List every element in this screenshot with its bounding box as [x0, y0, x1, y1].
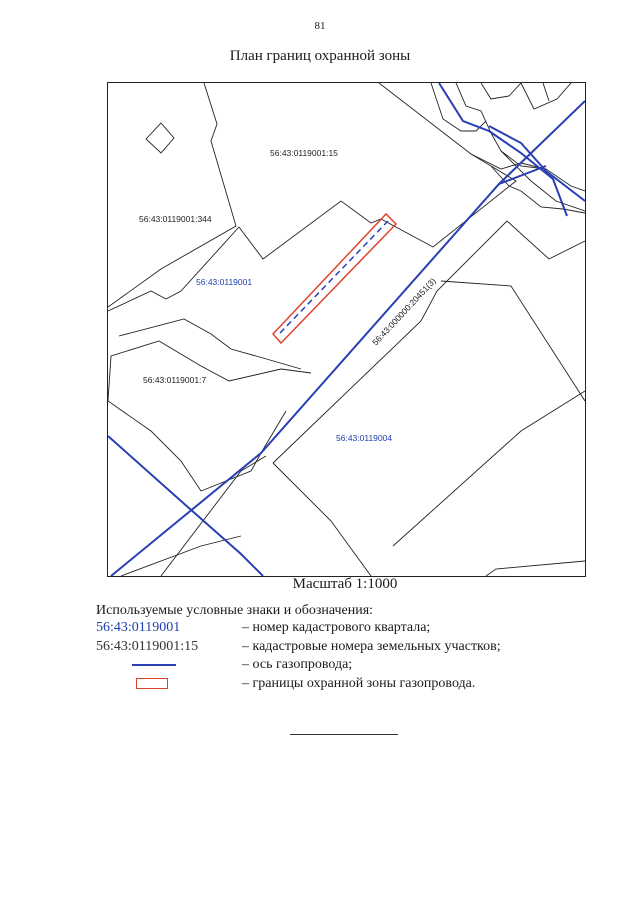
gas-axis-southwest: [108, 436, 263, 576]
road-south-boundary: [121, 536, 241, 576]
blue-line-icon: [132, 664, 176, 666]
signature-line: [290, 734, 398, 735]
red-rectangle-icon: [136, 678, 168, 689]
gas-axis-northeast-branch: [489, 126, 585, 201]
protection-zone-border: [273, 214, 396, 343]
parcel-boundaries: [108, 83, 585, 576]
block-0119004-south-boundary: [486, 561, 585, 576]
block-0119004-east-boundary: [441, 281, 585, 401]
block-0119004-west-boundary: [273, 463, 371, 576]
parcel-7-south-boundary: [108, 401, 286, 491]
legend: [96, 603, 556, 694]
legend-symbol-parcel: 56:43:0119001:15: [96, 638, 199, 654]
parcel-15-boundary: [239, 83, 516, 259]
east-parcel-c: [431, 83, 486, 131]
page-number: 81: [314, 20, 326, 32]
gas-axis-in-zone: [280, 221, 388, 333]
block-0119004-inner-boundary: [393, 391, 585, 546]
legend-item-parcel-number: [96, 639, 556, 658]
east-parcel-e: [543, 83, 549, 101]
map-scale: Масштаб 1:1000: [292, 576, 398, 592]
legend-description: – границы охранной зоны газопровода.: [242, 675, 476, 691]
east-parcel-d: [521, 83, 571, 109]
legend-item-gas-axis: [96, 657, 556, 676]
legend-description: – номер кадастрового квартала;: [242, 620, 431, 635]
gas-axis-main: [111, 101, 585, 576]
parcel-344-lower-boundary: [108, 227, 239, 311]
parcel-7-north-boundary: [108, 341, 311, 401]
legend-item-protection-zone: [96, 676, 556, 695]
legend-heading: Используемые условные знаки и обозначения:: [96, 603, 374, 618]
cadastral-map: [107, 82, 586, 577]
east-parcel-a: [481, 83, 521, 99]
parcel-344-east-boundary: [108, 83, 236, 307]
label-parcel-15: 56:43:0119001:15: [270, 148, 338, 158]
map-canvas: [108, 83, 585, 576]
road-southwest-boundary: [161, 456, 266, 576]
legend-description: – ось газопровода;: [242, 657, 353, 672]
gas-pipeline-axes: [108, 83, 585, 576]
label-block-0119004: 56:43:0119004: [336, 433, 393, 443]
label-parcel-road: 56:43:000000:20451(3): [370, 275, 438, 348]
building-outline: [146, 123, 174, 153]
legend-item-block-number: [96, 620, 556, 639]
block-0119004-north-boundary: [273, 221, 585, 463]
parcel-7-inner-boundary: [119, 319, 301, 369]
legend-symbol-block: 56:43:0119001: [96, 620, 181, 635]
label-parcel-344: 56:43:0119001:344: [139, 214, 212, 224]
legend-description: – кадастровые номера земельных участков;: [242, 638, 501, 654]
label-parcel-7: 56:43:0119001:7: [143, 375, 207, 385]
page-title: План границ охранной зоны: [229, 48, 411, 64]
protection-zone-group: [273, 214, 396, 343]
label-block-0119001: 56:43:0119001: [196, 277, 253, 287]
